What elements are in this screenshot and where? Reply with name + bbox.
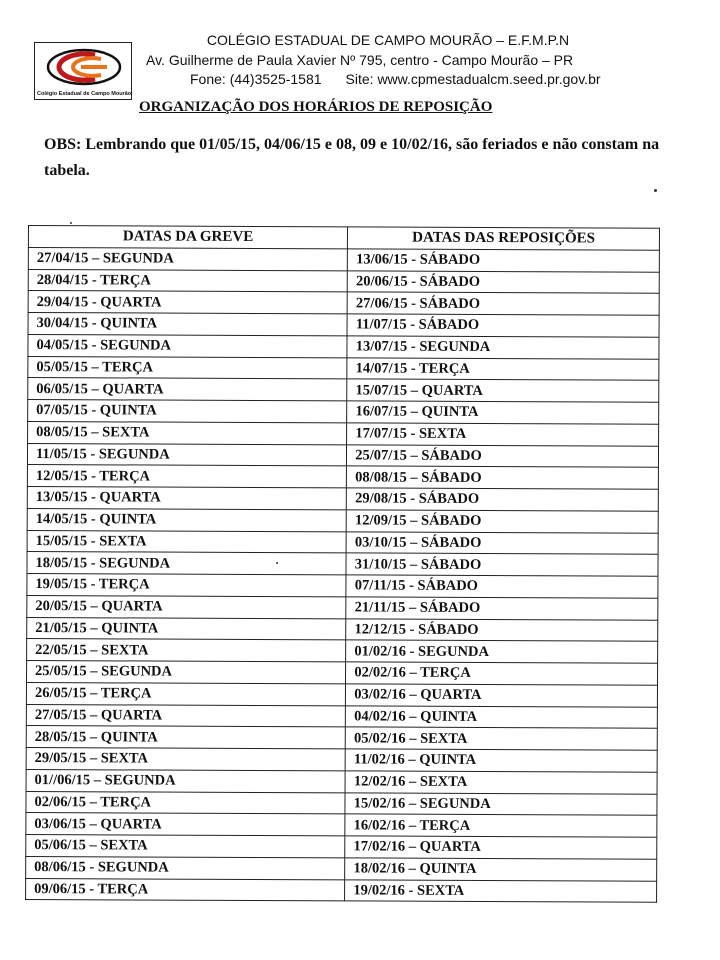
strike-date-cell: 28/05/15 – QUINTA — [26, 726, 345, 749]
table-row — [27, 465, 658, 490]
replacement-date-cell: 11/02/16 – QUINTA — [345, 749, 657, 772]
replacement-date-cell: 03/02/16 – QUARTA — [346, 684, 658, 707]
replacement-date-cell: 16/07/15 – QUINTA — [347, 401, 659, 424]
replacement-date-cell: 03/10/15 – SÁBADO — [346, 531, 658, 554]
table-row — [28, 378, 659, 403]
strike-date-cell: 04/05/15 - SEGUNDA — [28, 334, 347, 357]
table-row — [28, 334, 659, 359]
strike-date-cell: 29/04/15 - QUARTA — [28, 291, 347, 314]
scan-speck — [70, 222, 72, 224]
strike-date-cell: 15/05/15 - SEXTA — [27, 530, 346, 553]
table-row — [26, 704, 657, 729]
replacement-date-cell: 08/08/15 – SÁBADO — [347, 466, 659, 489]
strike-date-cell: 11/05/15 - SEGUNDA — [27, 443, 346, 466]
table-row — [26, 769, 657, 794]
replacement-date-cell: 15/07/15 – QUARTA — [347, 379, 659, 402]
replacement-date-cell: 12/02/16 – SEXTA — [345, 771, 657, 794]
table-body — [26, 247, 660, 902]
table-row — [26, 856, 657, 881]
header-strike-dates: DATAS DA GREVE — [28, 226, 347, 249]
strike-date-cell: 08/06/15 - SEGUNDA — [26, 856, 345, 879]
strike-date-cell: 13/05/15 - QUARTA — [27, 486, 346, 509]
table-row — [26, 834, 657, 859]
strike-date-cell: 07/05/15 - QUINTA — [28, 400, 347, 423]
strike-date-cell: 29/05/15 – SEXTA — [26, 747, 345, 770]
table-row — [28, 291, 659, 316]
school-phone: Fone: (44)3525-1581 — [190, 71, 322, 87]
table-row — [27, 530, 658, 555]
replacement-date-cell: 13/07/15 - SEGUNDA — [347, 336, 659, 359]
replacement-date-cell: 01/02/16 - SEGUNDA — [346, 640, 658, 663]
school-name: COLÉGIO ESTADUAL DE CAMPO MOURÃO – E.F.M.P.N — [206, 32, 570, 48]
table-row — [27, 639, 658, 664]
table-row — [26, 878, 657, 903]
replacement-date-cell: 12/09/15 – SÁBADO — [346, 510, 658, 533]
replacement-date-cell: 18/02/16 – QUINTA — [345, 858, 657, 881]
strike-date-cell: 19/05/15 - TERÇA — [27, 573, 346, 596]
table-row — [26, 682, 657, 707]
strike-date-cell: 26/05/15 – TERÇA — [26, 682, 345, 705]
table-row — [28, 421, 659, 446]
table-row — [28, 313, 659, 338]
strike-date-cell: 18/05/15 - SEGUNDA — [27, 552, 346, 575]
scan-speck — [654, 189, 657, 192]
replacement-date-cell: 20/06/15 - SÁBADO — [347, 270, 659, 293]
strike-date-cell: 27/04/15 – SEGUNDA — [28, 247, 347, 270]
table-row — [27, 660, 658, 685]
replacement-date-cell: 29/08/15 - SÁBADO — [347, 488, 659, 511]
table-row — [28, 247, 659, 272]
strike-date-cell: 05/05/15 – TERÇA — [28, 356, 347, 379]
replacement-date-cell: 31/10/15 – SÁBADO — [346, 553, 658, 576]
table-row — [26, 791, 657, 816]
replacement-date-cell: 27/06/15 - SÁBADO — [347, 292, 659, 315]
replacement-schedule-table — [25, 225, 660, 903]
strike-date-cell: 25/05/15 – SEGUNDA — [27, 660, 346, 683]
strike-date-cell: 02/06/15 – TERÇA — [26, 791, 345, 814]
replacement-date-cell: 15/02/16 – SEGUNDA — [345, 792, 657, 815]
replacement-date-cell: 14/07/15 - TERÇA — [347, 357, 659, 380]
replacement-date-cell: 17/07/15 - SEXTA — [347, 423, 659, 446]
replacement-date-cell: 21/11/15 – SÁBADO — [346, 597, 658, 620]
strike-date-cell: 28/04/15 - TERÇA — [28, 269, 347, 292]
strike-date-cell: 27/05/15 – QUARTA — [26, 704, 345, 727]
replacement-date-cell: 05/02/16 – SEXTA — [345, 727, 657, 750]
replacement-date-cell: 13/06/15 - SÁBADO — [348, 249, 660, 272]
replacement-date-cell: 25/07/15 – SÁBADO — [347, 444, 659, 467]
school-site: Site: www.cpmestadualcm.seed.pr.gov.br — [345, 71, 601, 87]
replacement-date-cell: 02/02/16 – TERÇA — [346, 662, 658, 685]
table-row — [26, 726, 657, 751]
strike-date-cell: 21/05/15 – QUINTA — [27, 617, 346, 640]
strike-date-cell: 30/04/15 - QUINTA — [28, 313, 347, 336]
replacement-date-cell: 19/02/16 - SEXTA — [345, 879, 657, 902]
table-row — [27, 573, 658, 598]
school-address: Av. Guilherme de Paula Xavier Nº 795, centro - Campo Mourão – PR — [146, 52, 574, 68]
strike-date-cell: 14/05/15 - QUINTA — [27, 508, 346, 531]
school-contact — [190, 71, 690, 87]
table-row — [27, 508, 658, 533]
table-row — [28, 269, 659, 294]
strike-date-cell: 03/06/15 – QUARTA — [26, 813, 345, 836]
strike-date-cell: 12/05/15 - TERÇA — [27, 465, 346, 488]
replacement-date-cell: 12/12/15 - SÁBADO — [346, 618, 658, 641]
table-header-row — [28, 226, 659, 251]
header-replacement-dates: DATAS DAS REPOSIÇÕES — [348, 227, 660, 250]
school-emblem-icon — [45, 47, 123, 87]
table-row — [26, 813, 657, 838]
table-row — [27, 552, 658, 577]
logo-caption: Colégio Estadual de Campo Mourão — [37, 91, 132, 97]
replacement-date-cell: 07/11/15 - SÁBADO — [346, 575, 658, 598]
strike-date-cell: 09/06/15 - TERÇA — [26, 878, 345, 901]
strike-date-cell: 06/05/15 – QUARTA — [28, 378, 347, 401]
table-row — [28, 400, 659, 425]
table-row — [27, 443, 658, 468]
document-title: ORGANIZAÇÃO DOS HORÁRIOS DE REPOSIÇÃO — [139, 99, 493, 115]
observation-note: OBS: Lembrando que 01/05/15, 04/06/15 e 08, 09 e 10/02/16, são feriados e não constam na tabela. — [44, 136, 660, 179]
table-row — [27, 595, 658, 620]
table-row — [27, 617, 658, 642]
strike-date-cell: 20/05/15 – QUARTA — [27, 595, 346, 618]
table-row — [28, 356, 659, 381]
table-row — [27, 486, 658, 511]
school-logo — [34, 42, 132, 100]
strike-date-cell: 01//06/15 – SEGUNDA — [26, 769, 345, 792]
strike-date-cell: 08/05/15 – SEXTA — [28, 421, 347, 444]
replacement-date-cell: 16/02/16 – TERÇA — [345, 814, 657, 837]
replacement-date-cell: 17/02/16 – QUARTA — [345, 836, 657, 859]
table-row — [26, 747, 657, 772]
strike-date-cell: 05/06/15 – SEXTA — [26, 834, 345, 857]
strike-date-cell: 22/05/15 – SEXTA — [27, 639, 346, 662]
replacement-date-cell: 11/07/15 - SÁBADO — [347, 314, 659, 337]
scan-speck — [276, 562, 278, 564]
replacement-date-cell: 04/02/16 – QUINTA — [346, 705, 658, 728]
